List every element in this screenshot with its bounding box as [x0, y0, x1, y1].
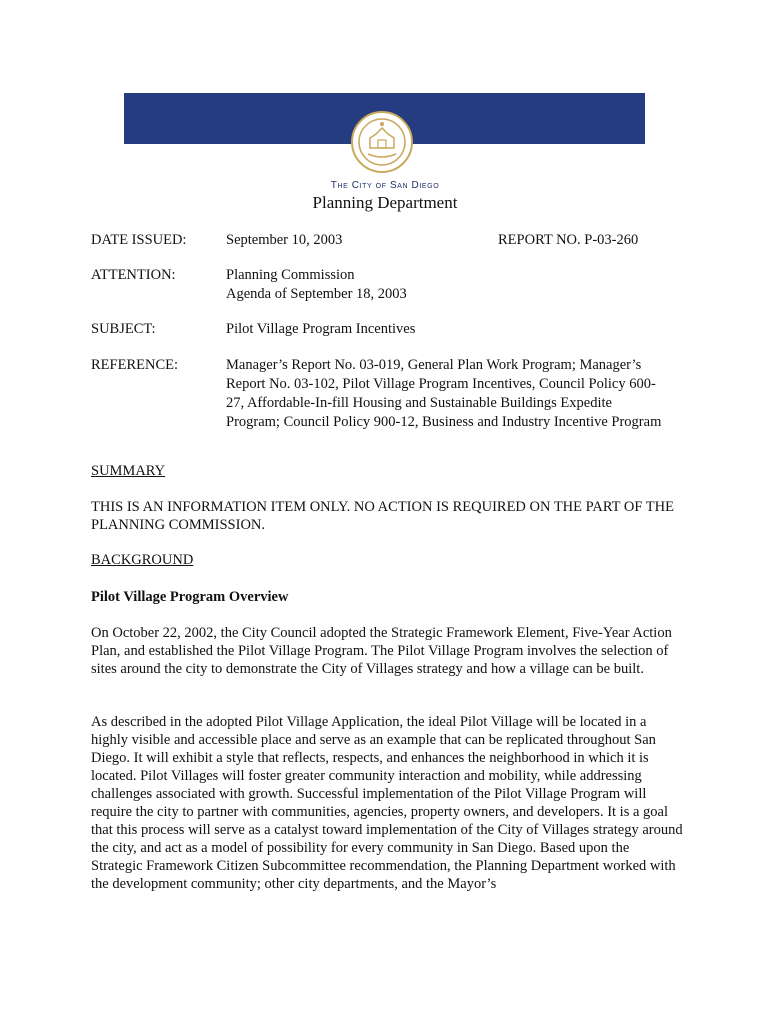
attention-line-1: Planning Commission	[226, 267, 355, 283]
attention-label: ATTENTION:	[91, 267, 176, 283]
attention-line-2: Agenda of September 18, 2003	[226, 286, 407, 302]
city-name: The City of San Diego	[330, 180, 440, 191]
background-subheading: Pilot Village Program Overview	[91, 589, 289, 605]
background-paragraph-1: On October 22, 2002, the City Council adopted the Strategic Framework Element, Five-Year Action Plan, and established the Pilot Village Program. The Pilot Village Program involves the selection of sites around the city to demonstrate the City of Villages strategy and how a village can be built.	[91, 625, 672, 677]
city-seal-icon	[350, 110, 414, 174]
summary-heading: SUMMARY	[91, 463, 166, 479]
summary-text: THIS IS AN INFORMATION ITEM ONLY. NO ACTION IS REQUIRED ON THE PART OF THE PLANNING COMMISSION.	[91, 499, 674, 533]
report-number: REPORT NO. P-03-260	[498, 232, 639, 248]
department-title: Planning Department	[312, 193, 458, 212]
reference-label: REFERENCE:	[91, 357, 179, 373]
reference-value: Manager’s Report No. 03-019, General Plan Work Program; Manager’s Report No. 03-102, Pilot Village Program Incentives, Council Policy 600-27, Affordable-In-fill Housing and Sustainable Buildings Expedite Program; Council Policy 900-12, Business and Industry Incentive Program	[226, 357, 662, 430]
subject-label: SUBJECT:	[91, 321, 156, 337]
background-heading: BACKGROUND	[91, 552, 194, 568]
background-paragraph-2: As described in the adopted Pilot Village Application, the ideal Pilot Village will be located in a highly visible and accessible place and serve as an example that can be replicated throughout San Diego. It will exhibit a style that reflects, respects, and enhances the neighborhood in which it is located. Pilot Villages will foster greater community interaction and mobility, while addressing challenges associated with growth. Successful implementation of the Pilot Village Program will require the city to partner with communities, agencies, property owners, and developers. It is a goal that this process will serve as a catalyst toward implementation of the City of Villages strategy around the city, and act as a model of possibility for every community in San Diego. Based upon the Strategic Framework Citizen Subcommittee recommendation, the Planning Department worked with the development community; other city departments, and the Mayor’s	[91, 714, 683, 892]
subject-value: Pilot Village Program Incentives	[226, 321, 416, 337]
date-label: DATE ISSUED:	[91, 232, 187, 248]
date-value: September 10, 2003	[226, 232, 343, 248]
